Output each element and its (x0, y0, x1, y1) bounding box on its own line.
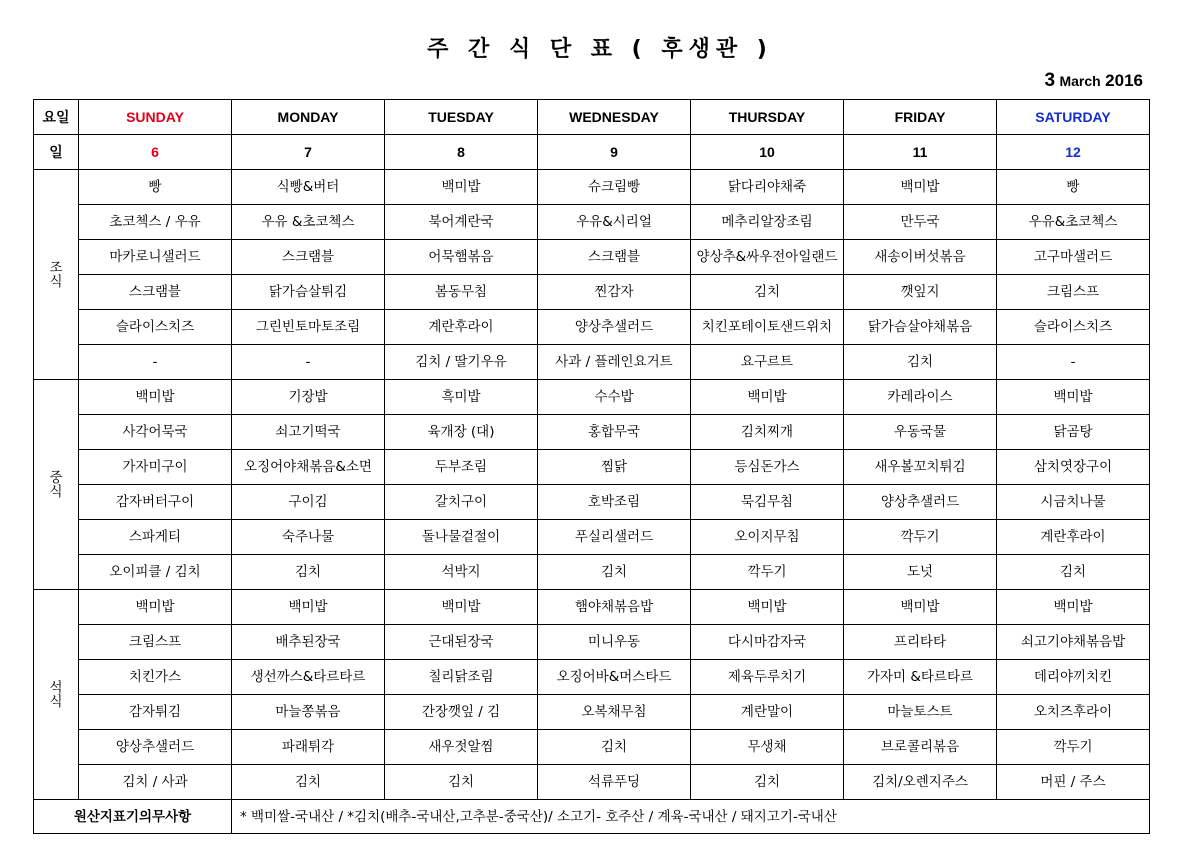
menu-item: 새송이버섯볶음 (844, 240, 997, 275)
date-thursday: 10 (691, 135, 844, 170)
menu-item: 김치 (538, 730, 691, 765)
dinner-row (34, 765, 1150, 800)
menu-item: 가자미 &타르타르 (844, 660, 997, 695)
menu-item: 갈치구이 (385, 485, 538, 520)
menu-item: 홍합무국 (538, 415, 691, 450)
menu-item: 백미밥 (232, 590, 385, 625)
menu-item: 파래튀각 (232, 730, 385, 765)
weekday-tuesday: TUESDAY (385, 100, 538, 135)
menu-item: 데리야끼치킨 (997, 660, 1150, 695)
menu-item: 육개장 (대) (385, 415, 538, 450)
menu-item: 백미밥 (997, 380, 1150, 415)
menu-item: 백미밥 (79, 380, 232, 415)
menu-item: 우유&시리얼 (538, 205, 691, 240)
menu-item: 슬라이스치즈 (997, 310, 1150, 345)
menu-item: 김치 / 사과 (79, 765, 232, 800)
menu-item: 햄야채볶음밥 (538, 590, 691, 625)
menu-item: 두부조림 (385, 450, 538, 485)
menu-item: 김치 (385, 765, 538, 800)
menu-item: 계란후라이 (385, 310, 538, 345)
menu-item: 메추리알장조림 (691, 205, 844, 240)
menu-item: 배추된장국 (232, 625, 385, 660)
menu-item: 간장깻잎 / 김 (385, 695, 538, 730)
lunch-label (34, 380, 79, 590)
menu-date (1044, 70, 1143, 92)
menu-item: 도넛 (844, 555, 997, 590)
origin-notice: * 백미쌀-국내산 / *김치(배추-국내산,고추분-중국산)/ 소고기- 호주산 / 계육-국내산 / 돼지고기-국내산 (232, 800, 1150, 834)
menu-item: 양상추샐러드 (79, 730, 232, 765)
weekday-sunday: SUNDAY (79, 100, 232, 135)
menu-item: 감자버터구이 (79, 485, 232, 520)
lunch-label-bottom: 식 (49, 483, 63, 500)
menu-item: 사각어묵국 (79, 415, 232, 450)
menu-item: 치킨가스 (79, 660, 232, 695)
breakfast-row (34, 170, 1150, 205)
menu-item: 찜닭 (538, 450, 691, 485)
breakfast-row (34, 275, 1150, 310)
menu-item: 슈크림빵 (538, 170, 691, 205)
menu-item: 크림스프 (997, 275, 1150, 310)
menu-item: 시금치나물 (997, 485, 1150, 520)
origin-label: 원산지표기의무사항 (34, 800, 232, 834)
dinner-row (34, 730, 1150, 765)
menu-item: 깍두기 (997, 730, 1150, 765)
menu-item: 백미밥 (691, 380, 844, 415)
menu-item: 양상추&싸우전아일랜드 (691, 240, 844, 275)
menu-item: 고구마샐러드 (997, 240, 1150, 275)
menu-item: - (232, 345, 385, 380)
menu-item: 만두국 (844, 205, 997, 240)
menu-item: 등심돈가스 (691, 450, 844, 485)
page-title: 주 간 식 단 표 ( 후생관 ) (427, 37, 773, 62)
date-sunday: 6 (79, 135, 232, 170)
breakfast-row (34, 205, 1150, 240)
menu-item: 김치/오렌지주스 (844, 765, 997, 800)
dinner-label-top: 석 (49, 679, 63, 696)
menu-item: 양상추샐러드 (538, 310, 691, 345)
menu-item: 식빵&버터 (232, 170, 385, 205)
menu-item: 석류푸딩 (538, 765, 691, 800)
menu-item: 삼치엿장구이 (997, 450, 1150, 485)
date-year: 2016 (1105, 71, 1143, 90)
menu-item: 감자튀김 (79, 695, 232, 730)
menu-item: 돌나물겉절이 (385, 520, 538, 555)
menu-item: 스크램블 (538, 240, 691, 275)
lunch-label-top: 중 (49, 469, 63, 486)
menu-item: 김치 / 딸기우유 (385, 345, 538, 380)
menu-item: 오복채무침 (538, 695, 691, 730)
menu-item: 묵김무침 (691, 485, 844, 520)
menu-item: 구이김 (232, 485, 385, 520)
date-monday: 7 (232, 135, 385, 170)
menu-item: 깍두기 (691, 555, 844, 590)
menu-item: 김치 (997, 555, 1150, 590)
menu-item: 닭가슴살튀김 (232, 275, 385, 310)
menu-item: 근대된장국 (385, 625, 538, 660)
menu-item: 봄동무침 (385, 275, 538, 310)
menu-item: 스크램블 (232, 240, 385, 275)
menu-item: 우유&초코첵스 (997, 205, 1150, 240)
breakfast-label-top: 조 (49, 259, 63, 276)
menu-item: 푸실리샐러드 (538, 520, 691, 555)
menu-item: 닭다리야채죽 (691, 170, 844, 205)
date-tuesday: 8 (385, 135, 538, 170)
menu-item: 빵 (997, 170, 1150, 205)
menu-item: 백미밥 (997, 590, 1150, 625)
menu-item: 요구르트 (691, 345, 844, 380)
menu-item: 김치 (691, 765, 844, 800)
date-saturday: 12 (997, 135, 1150, 170)
footer-row (34, 800, 1150, 834)
menu-item: 마늘쫑볶음 (232, 695, 385, 730)
menu-item: 사과 / 플레인요거트 (538, 345, 691, 380)
lunch-row (34, 415, 1150, 450)
weekday-saturday: SATURDAY (997, 100, 1150, 135)
menu-item: 계란후라이 (997, 520, 1150, 555)
menu-item: 오징어바&머스타드 (538, 660, 691, 695)
menu-item: 스크램블 (79, 275, 232, 310)
breakfast-row (34, 240, 1150, 275)
menu-item: - (997, 345, 1150, 380)
date-header-row (34, 135, 1150, 170)
weekday-monday: MONDAY (232, 100, 385, 135)
menu-item: 흑미밥 (385, 380, 538, 415)
menu-item: 마카로니샐러드 (79, 240, 232, 275)
weekday-thursday: THURSDAY (691, 100, 844, 135)
menu-item: 머핀 / 주스 (997, 765, 1150, 800)
menu-item: 김치 (538, 555, 691, 590)
menu-item: 빵 (79, 170, 232, 205)
menu-item: 수수밥 (538, 380, 691, 415)
weekday-wednesday: WEDNESDAY (538, 100, 691, 135)
menu-item: 깍두기 (844, 520, 997, 555)
menu-item: 백미밥 (79, 590, 232, 625)
date-day: 3 (1044, 70, 1056, 91)
lunch-row (34, 450, 1150, 485)
breakfast-row (34, 310, 1150, 345)
menu-item: 새우볼꼬치튀김 (844, 450, 997, 485)
menu-item: 석박지 (385, 555, 538, 590)
menu-item: 새우젓알찜 (385, 730, 538, 765)
menu-item: 백미밥 (844, 590, 997, 625)
menu-item: 깻잎지 (844, 275, 997, 310)
menu-item: 그린빈토마토조림 (232, 310, 385, 345)
dinner-row (34, 625, 1150, 660)
menu-item: 칠리닭조림 (385, 660, 538, 695)
menu-item: 김치 (232, 765, 385, 800)
menu-item: 백미밥 (844, 170, 997, 205)
lunch-row (34, 520, 1150, 555)
menu-item: 김치 (232, 555, 385, 590)
menu-item: 양상추샐러드 (844, 485, 997, 520)
menu-item: 제육두루치기 (691, 660, 844, 695)
weekday-header-label: 요일 (34, 100, 79, 135)
menu-item: 우동국물 (844, 415, 997, 450)
menu-item: 북어계란국 (385, 205, 538, 240)
date-header-label: 일 (34, 135, 79, 170)
menu-item: 쇠고기떡국 (232, 415, 385, 450)
menu-item: 오치즈후라이 (997, 695, 1150, 730)
date-month: March (1059, 73, 1101, 89)
menu-item: 김치 (691, 275, 844, 310)
menu-item: 초코첵스 / 우유 (79, 205, 232, 240)
menu-item: 백미밥 (385, 170, 538, 205)
dinner-row (34, 590, 1150, 625)
menu-item: 스파게티 (79, 520, 232, 555)
menu-item: 쇠고기야채볶음밥 (997, 625, 1150, 660)
menu-item: 크림스프 (79, 625, 232, 660)
menu-item: 무생채 (691, 730, 844, 765)
menu-item: 호박조림 (538, 485, 691, 520)
menu-item: 김치 (844, 345, 997, 380)
menu-item: 다시마감자국 (691, 625, 844, 660)
menu-item: 우유 &초코첵스 (232, 205, 385, 240)
dinner-label-bottom: 식 (49, 693, 63, 710)
menu-item: 카레라이스 (844, 380, 997, 415)
menu-item: 기장밥 (232, 380, 385, 415)
date-wednesday: 9 (538, 135, 691, 170)
date-friday: 11 (844, 135, 997, 170)
menu-item: 계란말이 (691, 695, 844, 730)
menu-item: 생선까스&타르타르 (232, 660, 385, 695)
menu-item: 숙주나물 (232, 520, 385, 555)
menu-item: 치킨포테이토샌드위치 (691, 310, 844, 345)
breakfast-label-bottom: 식 (49, 273, 63, 290)
weekday-header-row (34, 100, 1150, 135)
menu-item: 미니우동 (538, 625, 691, 660)
menu-item: - (79, 345, 232, 380)
menu-item: 브로콜리볶음 (844, 730, 997, 765)
dinner-row (34, 695, 1150, 730)
dinner-row (34, 660, 1150, 695)
dinner-label (34, 590, 79, 800)
menu-item: 오이피클 / 김치 (79, 555, 232, 590)
menu-item: 김치찌개 (691, 415, 844, 450)
lunch-row (34, 380, 1150, 415)
lunch-row (34, 485, 1150, 520)
breakfast-label (34, 170, 79, 380)
weekday-friday: FRIDAY (844, 100, 997, 135)
menu-item: 찐감자 (538, 275, 691, 310)
menu-item: 백미밥 (691, 590, 844, 625)
menu-item: 닭곰탕 (997, 415, 1150, 450)
menu-item: 오이지무침 (691, 520, 844, 555)
menu-item: 슬라이스치즈 (79, 310, 232, 345)
menu-item: 오징어야채볶음&소면 (232, 450, 385, 485)
menu-item: 마늘토스트 (844, 695, 997, 730)
lunch-row (34, 555, 1150, 590)
menu-item: 백미밥 (385, 590, 538, 625)
breakfast-row (34, 345, 1150, 380)
menu-item: 프리타타 (844, 625, 997, 660)
menu-item: 어묵햄볶음 (385, 240, 538, 275)
menu-item: 가자미구이 (79, 450, 232, 485)
menu-item: 닭가슴살야채볶음 (844, 310, 997, 345)
weekly-menu-table (33, 99, 1150, 834)
